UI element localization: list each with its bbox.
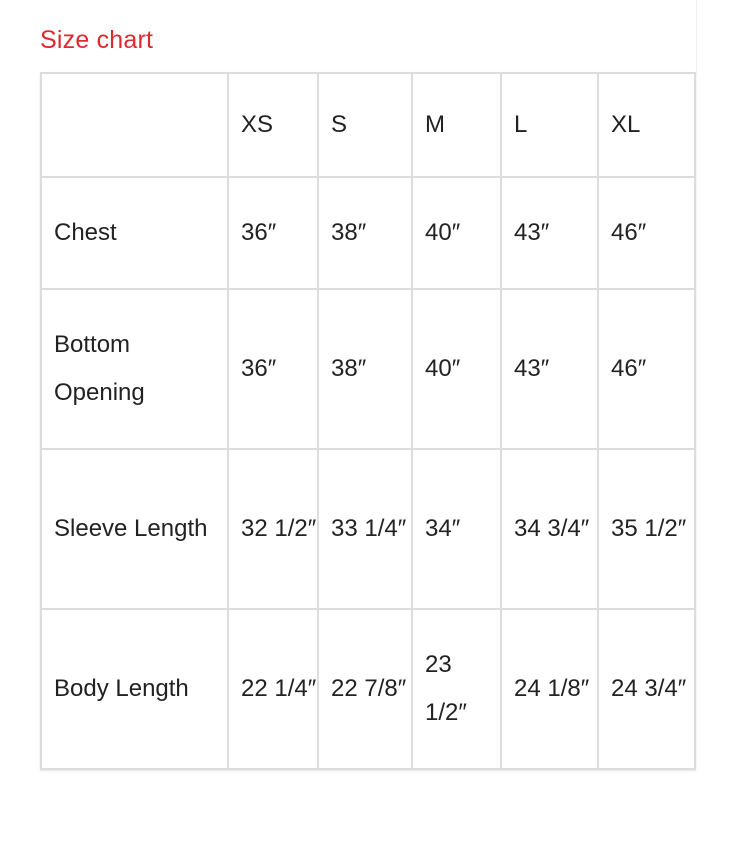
table-row: [41, 609, 695, 769]
measurement-cell: 22 7/8″: [318, 609, 412, 769]
row-label: Bottom Opening: [41, 289, 228, 449]
size-header-cell: XL: [598, 73, 695, 177]
measurement-cell: 32 1/2″: [228, 449, 318, 609]
measurement-cell: 40″: [412, 289, 501, 449]
size-chart-table: [40, 72, 696, 770]
measurement-cell: 38″: [318, 289, 412, 449]
measurement-cell: 36″: [228, 289, 318, 449]
measurement-cell: 24 3/4″: [598, 609, 695, 769]
measurement-cell: 46″: [598, 177, 695, 289]
size-header-cell: M: [412, 73, 501, 177]
measurement-cell: 40″: [412, 177, 501, 289]
row-label: Body Length: [41, 609, 228, 769]
measurement-cell: 35 1/2″: [598, 449, 695, 609]
table-row: [41, 289, 695, 449]
size-chart-title: Size chart: [40, 26, 154, 54]
size-header-cell: S: [318, 73, 412, 177]
size-header-cell: XS: [228, 73, 318, 177]
measurement-cell: 34″: [412, 449, 501, 609]
measurement-cell: 36″: [228, 177, 318, 289]
size-header-row: [41, 73, 695, 177]
row-label: Chest: [41, 177, 228, 289]
panel-edge-divider: [696, 0, 697, 74]
row-label: Sleeve Length: [41, 449, 228, 609]
measurement-cell: 43″: [501, 289, 598, 449]
measurement-cell: 23 1/2″: [412, 609, 501, 769]
measurement-cell: 38″: [318, 177, 412, 289]
measurement-cell: 46″: [598, 289, 695, 449]
table-row: [41, 177, 695, 289]
measurement-cell: 24 1/8″: [501, 609, 598, 769]
measurement-cell: 43″: [501, 177, 598, 289]
corner-cell: [41, 73, 228, 177]
measurement-cell: 34 3/4″: [501, 449, 598, 609]
table-row: [41, 449, 695, 609]
measurement-cell: 33 1/4″: [318, 449, 412, 609]
size-header-cell: L: [501, 73, 598, 177]
measurement-cell: 22 1/4″: [228, 609, 318, 769]
